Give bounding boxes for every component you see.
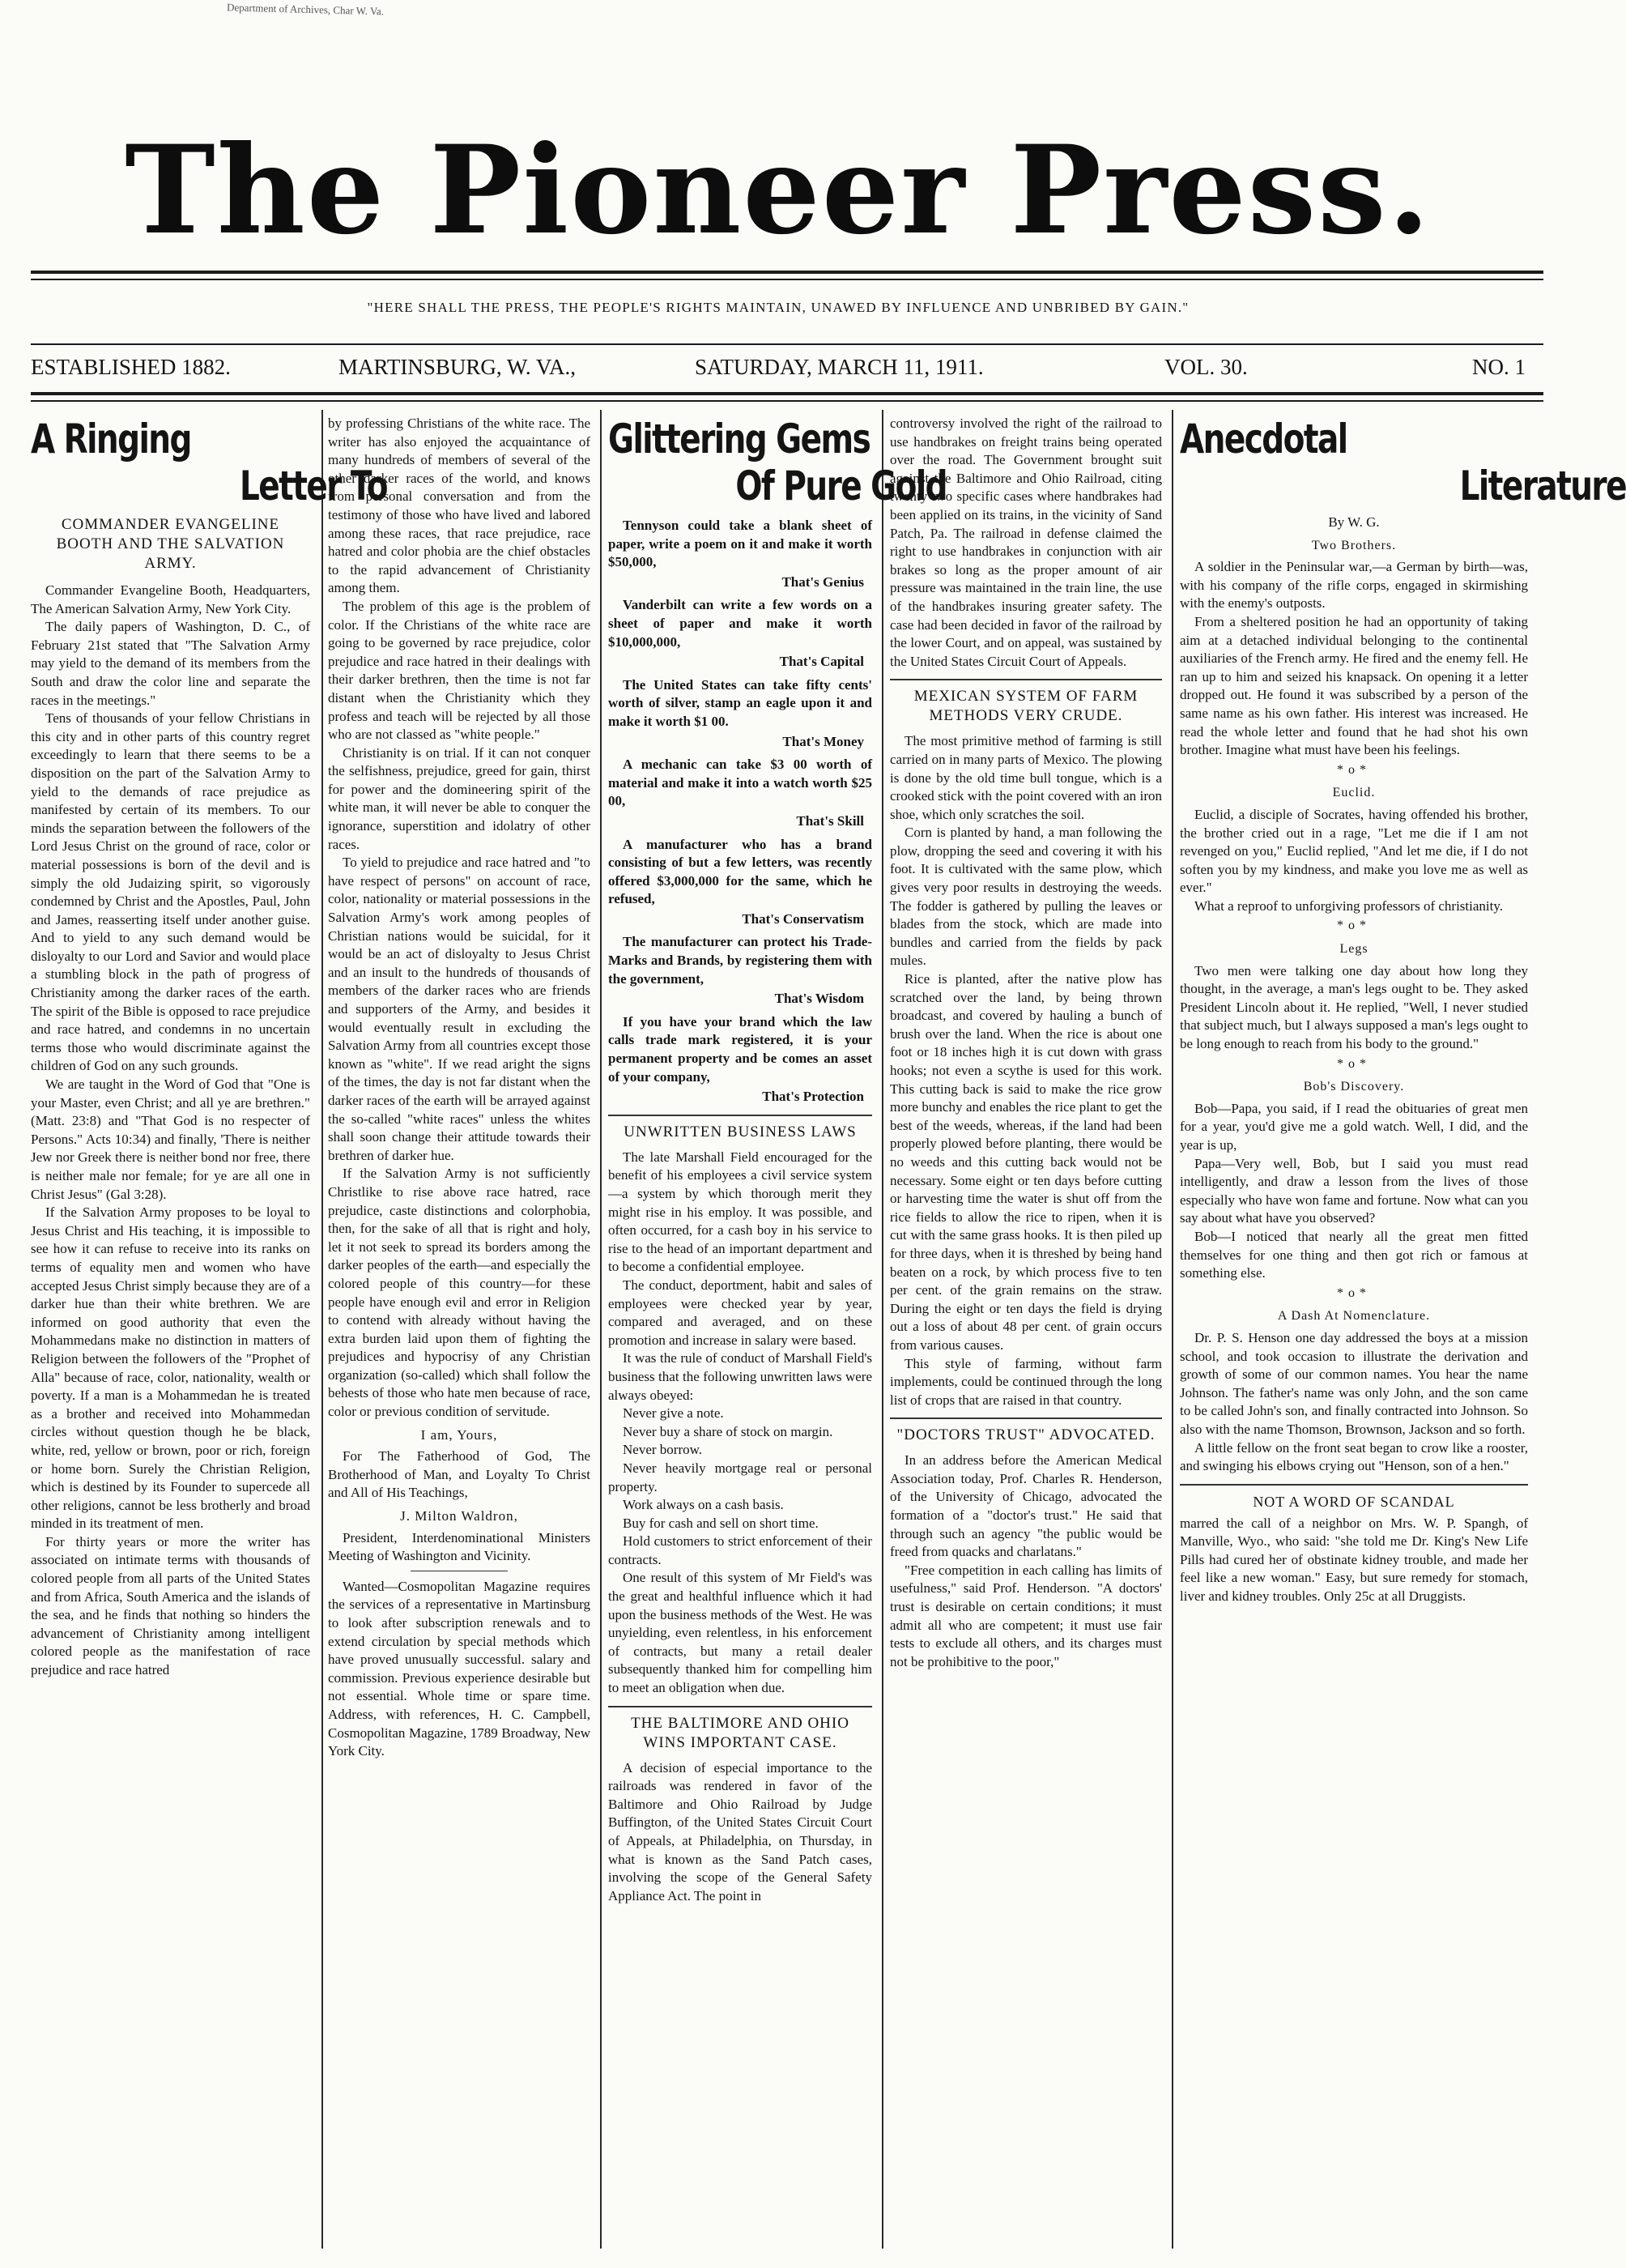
paragraph: A decision of especial importance to the railroads was rendered in favor of the Baltimore and Ohio Railroad by Judge Buffington, of the United States Circuit Court of Appeals, at Philadelphia, on Thursday, in what is known as the Sand Patch cases, involving the scope of the General Safety Appliance Act. The point in [608,1759,872,1904]
paragraph: Commander Evangeline Booth, Headquarters, The American Salvation Army, New York City. [31,582,310,616]
ornament: *o* [1337,762,1371,777]
gem-text: Tennyson could take a blank sheet of paper, write a poem on it and make it worth $50,000, [608,518,872,570]
section-divider [608,1706,872,1707]
gem-tag: That's Wisdom [774,991,864,1007]
subhead-booth: COMMANDER EVANGELINE BOOTH AND THE SALVATION ARMY. [56,516,285,572]
paragraph: In an address before the American Medical Association today, Prof. Charles R. Henderson, of the University of Chicago, advocated the formation of a "doctor's trust." He said that through such an agency "the public would be freed from quacks and charlatans." [890,1452,1162,1560]
masthead-rule-top [31,271,1543,274]
column-rule [882,410,883,2249]
gem-text: If you have your brand which the law calls trade mark registered, it is your permanent property and be comes an asset of your company, [608,1013,872,1085]
letter-signer-title: President, Interdenominational Ministers Meeting of Washington and Vicinity. [328,1529,590,1564]
issue-date: SATURDAY, MARCH 11, 1911. [695,355,984,379]
dateline-rule-top [31,343,1543,345]
issue-number: NO. 1 [1472,355,1526,379]
gem-tag: That's Skill [796,812,864,829]
dateline-rule-bottom [31,392,1543,395]
headline-pure-gold: Of Pure Gold [735,463,947,509]
motto: "HERE SHALL THE PRESS, THE PEOPLE'S RIGHTS MAINTAIN, UNAWED BY INFLUENCE AND UNBRIBED BY GAIN." [367,300,1190,315]
column-2 [328,415,590,2253]
masthead-title: The Pioneer Press. [125,119,1432,262]
paragraph: marred the call of a neighbor on Mrs. W. P. Spangh, of Manville, Wyo., who said: "she told me Dr. King's New Life Pills had cured her of obstinate kidney trouble, and made her feel like a new woman." Easy, but sure remedy for stomach, liver and kidney troubles. Only 25c at all Druggists. [1180,1515,1528,1605]
paragraph: The conduct, deportment, habit and sales of employees were checked year by year, compared and averaged, and on these promotion and increase in salary were based. [608,1277,872,1348]
paragraph: Euclid, a disciple of Socrates, having offended his brother, the brother cried out in a rage, "Let me die if I am not revenged on you," Euclid replied, "And let me die, if I do not soften you by my kindness, and make you love me as well as ever." [1180,806,1528,896]
law-item: Never borrow. [623,1442,703,1458]
paragraph: Bob—I noticed that nearly all the great men fitted themselves for one thing and then got rich or famous at something else. [1180,1228,1528,1281]
paragraph: For thirty years or more the writer has associated on intimate terms with thousands of colored people from all parts of the United States and from Africa, South America and the islands of the sea, and he finds that nothing so hinders the advancement of Christianity among intelligent colored people as the manifestation of race prejudice and race hatred [31,1533,310,1678]
paragraph: Tens of thousands of your fellow Christians in this city and in other parts of this country regret exceedingly to learn that there seems to be a disposition on the part of the Salvation Army to yield to the demands of race prejudice as manifested by certain of its members. To our minds the separation between the followers of the Lord Jesus Christ on the ground of race, color or material possessions is born of the devil and is simply the old Judaizing spirit, so vigorously condemned by Christ and the Apostles, Paul, John and James, reasserting itself under another guise. And to yield to any such demand would be disloyalty to our Lord and Savior and would place a stumbling block in the path of progress of Christianity among the darker races of the earth. The spirit of the Bible is opposed to race prejudice and race hatred, and condemns in no uncertain terms those who would discriminate against the children of God on any such grounds. [31,710,310,1074]
headline-glittering-gems: Glittering Gems [608,416,870,463]
paragraph: One result of this system of Mr Field's was the great and healthful influence which it had upon the business methods of the West. He was unyielding, even relentless, in his enforcement of contracts, but many a retail dealer subsequently thanked him for compelling him to meet an obligation when due. [608,1570,872,1696]
paragraph: Corn is planted by hand, a man following the plow, dropping the seed and covering it with his foot. It is cultivated with the same plow, which gives very poor results in destroying the weeds. The fodder is gathered by pulling the leaves or blades from the stock, which are made into bundles and carried from the fields by pack mules. [890,825,1162,969]
column-1 [31,415,387,2253]
gem-text: The manufacturer can protect his Trade-Marks and Brands, by registering them with the government, [608,934,872,987]
law-item: Never buy a share of stock on margin. [623,1423,833,1439]
paragraph: Dr. P. S. Henson one day addressed the boys at a mission school, and took occasion to illustrate the derivation and growth of some of our common names. You hear the name Johnson. The father's name was only John, and the son came to be called John's son, and finally contracted into Johnson. So also with the name Thomson, Brownson, Jackson and so forth. [1180,1329,1528,1437]
gem-text: The United States can take fifty cents' worth of silver, stamp an eagle upon it and make it worth $1 00. [608,676,872,729]
gem-text: A mechanic can take $3 00 worth of material and make it into a watch worth $25 00, [608,757,872,809]
paragraph: Two men were talking one day about how long they thought, in the average, a man's legs ought to be. They asked President Lincoln about it. He replied, "Well, I never studied that subject much, but I always supposed a man's legs ought to be long enough to reach from his body to the ground." [1180,962,1528,1052]
ornament: *o* [1337,1056,1371,1071]
letter-signer: J. Milton Waldron, [400,1508,518,1524]
paragraph: Rice is planted, after the native plow has scratched over the land, by being thrown broadcast, and covered by hauling a bunch of brush over the land. When the rice is about one foot or 18 inches high it is cut down with grass hooks; not even a scythe is used for this work. This cutting back is said to make the rice grow more bunchy and enables the rice plant to get the best of the weeds, whereas, if the land had been properly plowed before planting, there would be no weeds and this cutting back would not be necessary. Some eight or ten days before cutting or harvesting time the water is shut off from the rice fields to allow the rice to ripen, when it is cut with the same grass hooks. It is then piled up for three days, when it is threshed by being hand beaten on a rock, by which process five to ten per cent. of the grain remains on the straw. During the eight or ten days the field is drying out a loss of about 48 per cent. of grain occurs from various causes. [890,971,1162,1353]
headline-doctors-trust: "DOCTORS TRUST" ADVOCATED. [896,1426,1156,1444]
gem-text: A manufacturer who has a brand consisting of but a few letters, was recently offered $3,000,000 for the same, which he refused, [608,836,872,907]
gem-tag: That's Capital [779,654,864,670]
dateline [31,355,1543,382]
section-divider [1180,1484,1528,1486]
archive-stamp: Department of Archives, Char W. Va. [226,1,385,18]
ornament: *o* [1337,919,1371,933]
headline-ringing: A Ringing [31,416,191,463]
gem-tag: That's Money [782,733,864,749]
place: MARTINSBURG, W. VA., [338,355,576,379]
paragraph: If the Salvation Army proposes to be loyal to Jesus Christ and His teaching, it is impossible to see how it can refuse to receive into its ranks on terms of equality men and women who have accepted Jesus Christ simply because they are of a darker hue than their white brethren. We are informed on good authority that even the Mohammedans make no distinction in matters of Religion between the followers of the "Prophet of Alla" because of race, color, nationality, wealth or poverty. If a man is a Mohammedan he is treated as a brother and received into Mohammedan circles without question though he be black, white, red, yellow or brown, poor or rich, foreign or home born. Surely the Christian Religion, which is destined by its Founder to supercede all other religions, cannot be less brotherly and broad minded in its treatment of men. [31,1204,310,1532]
dateline-rule-bottom-2 [31,400,1543,402]
column-rule [600,410,602,2249]
cosmopolitan-ad: Wanted—Cosmopolitan Magazine requires the services of a representative in Martinsburg to look after subscription renewals and to extend circulation by special methods which have proved unusually successful. salary and commission. Previous experience desirable but not essential. Whole time or spare time. Address, with references, H. C. Campbell, Cosmopolitan Magazine, 1789 Broadway, New York City. [328,1578,590,1759]
letter-closing: I am, Yours, [420,1426,498,1443]
gem-tag: That's Protection [762,1089,864,1105]
law-item: Work always on a cash basis. [623,1497,784,1513]
column-3 [608,415,947,2253]
section-divider [608,1115,872,1116]
paragraph: A little fellow on the front seat began to crow like a rooster, and swinging his elbows crying out "Henson, son of a hen." [1180,1439,1528,1474]
headline-mexican-farm: MEXICAN SYSTEM OF FARM METHODS VERY CRUDE. [913,688,1139,725]
headline-anecdotal: Anecdotal [1180,416,1347,463]
established: ESTABLISHED 1882. [31,355,231,379]
law-item: Never give a note. [623,1405,724,1422]
section-divider [890,1418,1162,1419]
headline-baltimore-ohio: THE BALTIMORE AND OHIO WINS IMPORTANT CASE. [631,1714,849,1751]
paragraph: This style of farming, without farm implements, could be continued through the long list of crops that are raised in that country. [890,1355,1162,1408]
column-rule [1172,410,1173,2249]
ornament: *o* [1337,1285,1371,1300]
law-item: Never heavily mortgage real or personal property. [608,1460,872,1494]
column-rule [321,410,323,2249]
paragraph: The problem of this age is the problem of color. If the Christians of the white race are going to be governed by race prejudice, color prejudice and race hatred in their dealings with their darker brethren, then the time is not far distant when the Christianity which they profess and teach will be rejected by all those who are not classed as "white people." [328,598,590,743]
paragraph: The daily papers of Washington, D. C., of February 21st stated that "The Salvation Army may yield to the demand of its members from the South and draw the color line and separate the races in the meetings." [31,619,310,708]
paragraph: Papa—Very well, Bob, but I said you must read intelligently, and draw a lesson from the lives of those especially who have won fame and fortune. Now what can you say about what have you observed? [1180,1155,1528,1226]
gem-tag: That's Conservatism [742,910,864,927]
headline-letter-to: Letter To [239,463,387,509]
byline: By W. G. [1328,514,1380,530]
headline-literature: Literature [1459,463,1626,509]
paragraph: The most primitive method of farming is still carried on in many parts of Mexico. The plowing is done by the old time bull tongue, which is a crooked stick with the point covered with an iron shoe, which only scratches the soil. [890,733,1162,822]
column-5 [1180,415,1626,2253]
letter-closing-body: For The Fatherhood of God, The Brotherhood of Man, and Loyalty To Christ and All of His Teachings, [328,1448,590,1501]
story-title: Two Brothers. [1311,538,1397,552]
gem-text: Vanderbilt can write a few words on a sheet of paper and make it worth $10,000,000, [608,597,872,650]
paragraph: If the Salvation Army is not sufficiently Christlike to rise above race hatred, race prejudice, caste distinctions and colorphobia, then, for the sake of all that is right and holy, let it not seek to spread its borders among the darker peoples of the earth—and especially the colored people of this country—for these people have enough evil and error in Religion to contend with already without having the extra burden laid upon them of fighting the prejudices and hypocrisy of any Christian organization (so-called) which shall follow the behests of those who hate men because of race, color or previous condition of servitude. [328,1166,590,1420]
paragraph: A soldier in the Peninsular war,—a German by birth—was, with his company of the rifle corps, engaged in skirmishing with the enemy's outposts. [1180,559,1528,612]
paragraph: by professing Christians of the white race. The writer has also enjoyed the acquaintance of many hundreds of members of several of the other darker races of the world, and knows from personal conversation and from the testimony of those who have lived and labored among these races, that race prejudice, race hatred and color phobia are the chief obstacles to the rapid advancement of Christianity among them. [328,416,590,596]
story-title: Euclid. [1332,786,1376,800]
section-divider [890,679,1162,680]
paragraph: We are taught in the Word of God that "One is your Master, even Christ; and all ye are brethren." (Matt. 23:8) and "That God is no respecter of Persons." Acts 10:34) and finally, 'There is neither Jew nor Greek there is neither bond nor free, there is neither male nor female; for ye are all one in Christ Jesus" (Gal 3:28). [31,1076,310,1202]
gem-tag: That's Genius [781,573,864,590]
story-title: A Dash At Nomenclature. [1277,1309,1431,1324]
paragraph: What a reproof to unforgiving professors of christianity. [1194,897,1503,914]
paragraph: Christianity is on trial. If it can not conquer the selfishness, prejudice, greed for gain, thirst for power and the domineering spirit of the white man, it will never be able to conquer the ignorance, superstition and idolatry of other races. [328,744,590,852]
law-item: Buy for cash and sell on short time. [623,1515,819,1531]
story-title: Bob's Discovery. [1303,1080,1405,1094]
paragraph: "Free competition in each calling has limits of usefulness," said Prof. Henderson. "A doctors' trust is desirable on certain conditions; it must admit all who are competent; it must use fair tests to exclude all others, and its charges must not be prohibitive to the poor," [890,1562,1162,1669]
headline-scandal: NOT A WORD OF SCANDAL [1253,1493,1455,1510]
paragraph: It was the rule of conduct of Marshall Field's business that the following unwritten laws were always obeyed: [608,1350,872,1403]
volume: VOL. 30. [1164,355,1248,379]
headline-unwritten-laws: UNWRITTEN BUSINESS LAWS [624,1123,857,1140]
story-title: Legs [1339,942,1368,957]
paragraph: The late Marshall Field encouraged for the benefit of his employees a civil service system—a system by which thorough merit they might rise in his employ. It was possible, and often occurred, for a cash boy in his service to rise to the head of an important department and to become a confidential employee. [608,1149,872,1275]
paragraph: To yield to prejudice and race hatred and "to have respect of persons" on account of race, color, nationality or material possessions in the Salvation Army's work among peoples of Christian nations would be suicidal, for it would be an act of disloyalty to Jesus Christ and an insult to the hundreds of thousands of members of the darker races who are friends and supporters of the Army, and besides it would eventually result in excluding the Salvation Army from all countries except those known as "white". If we read aright the signs of the times, the day is not far distant when the darker races of the earth will be arrayed against the so-called "white races" unless the whites shall soon change their attitude towards their brethren of darker hue. [328,855,590,1163]
law-item: Hold customers to strict enforcement of their contracts. [608,1533,872,1567]
column-4 [890,415,1162,2253]
paragraph: Bob—Papa, you said, if I read the obituaries of great men for a year, you'd give me a gold watch. Well, I did, and the year is up, [1180,1100,1528,1153]
paragraph: From a sheltered position he had an opportunity of taking aim at a detached individual belonging to the continental auxiliaries of the French army. He fired and the enemy fell. He ran up to him and seized his knapsack. On opening it a letter dropped out. He found it was subscribed by a person of the same name as his own father. His interest was increased. He read the whole letter and found that he had shot his own brother. Imagine what must have been his feelings. [1180,613,1528,758]
paragraph: controversy involved the right of the railroad to use handbrakes on freight trains being operated over the road. The Government brought suit against the Baltimore and Ohio Railroad, citing twenty two specific cases where handbrakes had been applied on its trains, in the vicinity of Sand Patch, Pa. The railroad in defense claimed the right to use handbrakes in conjunction with air brakes so long as the proper amount of air pressure was maintained in the train line, the use of the handbrakes insuring greater safety. The case had been decided in favor of the railroad by the lower Court, and on appeal, was sustained by the United States Circuit Court of Appeals. [890,416,1162,669]
masthead-rule-bottom [31,279,1543,280]
